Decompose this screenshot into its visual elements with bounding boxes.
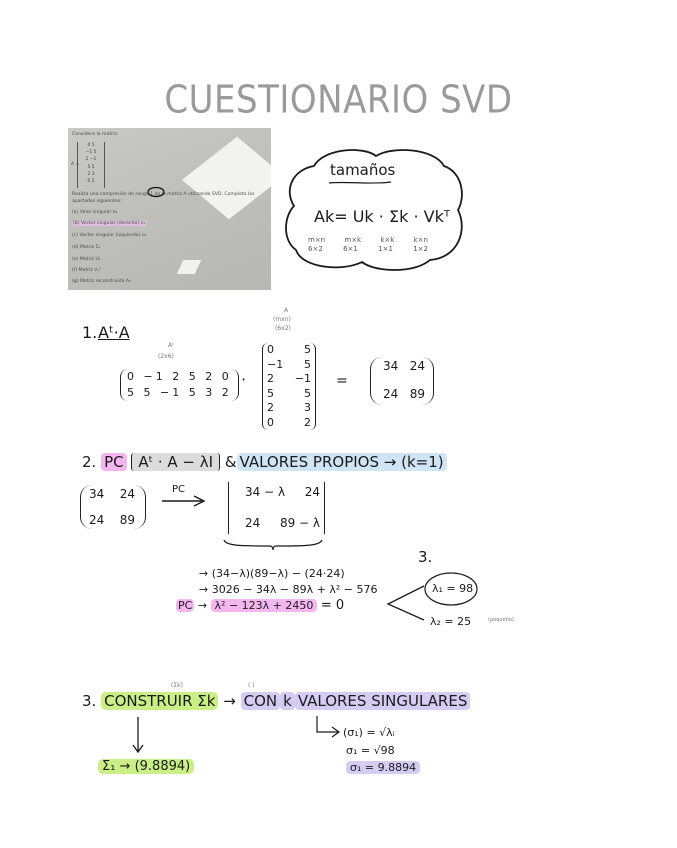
step3-con: CON — [241, 692, 281, 710]
left-cell: 24 — [89, 513, 105, 527]
dim: k×n — [413, 236, 428, 244]
corner-arrow-icon — [314, 714, 342, 738]
cloud-heading: tamaños — [330, 161, 396, 179]
cloud-formula — [314, 207, 450, 226]
step1-label: 1. — [82, 323, 98, 342]
sigma-note: (Σk) — [171, 682, 183, 689]
photo-matrix — [77, 142, 105, 188]
a-row — [267, 343, 311, 358]
dim: m×k — [344, 236, 362, 244]
det-brace — [222, 538, 324, 552]
sigma-line1: (σ₁) = √λᵢ — [343, 726, 395, 739]
dim: 6×2 — [308, 245, 323, 253]
sigma-result: Σ₁ → (9.8894) — [98, 759, 194, 774]
dim: 6×1 — [343, 245, 358, 253]
photo-circle-mark — [146, 186, 166, 198]
det-cell: 24 — [245, 516, 261, 530]
a-cell: 2 — [267, 372, 274, 385]
step2-line3: PC → λ² − 123λ + 2450 = 0 — [178, 598, 345, 613]
a-cell: 0 — [267, 343, 274, 356]
photo-item-g: (g) Matriz reconstruida A₁ — [72, 279, 131, 284]
k-note: ( ) — [248, 682, 255, 689]
a-cell: −1 — [267, 357, 284, 371]
lambda2: λ₂ = 25 — [430, 615, 472, 628]
a-dims1: (mxn) — [273, 316, 291, 323]
at-label: Aᵗ — [168, 342, 174, 349]
photo-item-f: (f) Matriz V₁ᵀ — [72, 268, 102, 273]
step2-label: 2. — [82, 453, 97, 471]
left-cell: 24 — [119, 487, 135, 501]
photo-item-a: (a) Valor singular σ₁ — [72, 210, 118, 215]
step3-construir: CONSTRUIR Σk — [101, 692, 218, 710]
a-row — [267, 387, 311, 402]
photo-item-b: (b) Vector singular (derecho) v₁ — [73, 221, 146, 226]
step2-line2: → 3026 − 34λ − 89λ + λ² − 576 — [199, 583, 378, 596]
cloud-heading-underline — [327, 180, 393, 186]
exercise-photo — [68, 128, 271, 290]
formula-dot: · — [378, 207, 384, 226]
result-cell: 34 — [383, 359, 399, 373]
pc-tag: PC — [178, 599, 193, 612]
photo-glare — [182, 137, 271, 220]
step3-valores: VALORES SINGULARES — [295, 692, 471, 710]
lambda2-note: (pequeño) — [488, 617, 514, 623]
a-row — [267, 358, 311, 373]
photo-matrix-row: 2 3 — [87, 171, 95, 177]
formula-dot: · — [413, 207, 419, 226]
dim: 1×2 — [413, 245, 428, 253]
result-cell: 24 — [383, 387, 399, 401]
result-row — [371, 373, 433, 401]
char-poly: λ² − 123λ + 2450 — [211, 599, 318, 612]
a-cell: 5 — [304, 386, 311, 400]
left-row — [81, 485, 145, 501]
left-row — [81, 501, 145, 527]
down-arrow-icon — [131, 715, 145, 755]
step1-equals: = — [336, 373, 348, 389]
step2-amp: & — [224, 453, 237, 471]
result-cell: 24 — [409, 359, 425, 373]
photo-item-d: (d) Matriz Σ₁ — [72, 245, 101, 250]
det-cell: 24 — [304, 485, 320, 499]
formula-ak: Ak — [314, 207, 335, 226]
at-row: 5 5 −1 5 3 2 — [127, 386, 232, 399]
page-title: CUESTIONARIO SVD — [164, 78, 513, 123]
photo-intro: Considera la matriz: — [72, 132, 119, 137]
det-row — [229, 482, 324, 499]
step3-arrow: → — [223, 692, 236, 710]
a-row — [267, 372, 311, 387]
a-cell: −1 — [294, 372, 311, 385]
at-dims: (2x6) — [158, 353, 174, 360]
step2-left-matrix — [80, 485, 146, 529]
formula-uk: Uk — [352, 207, 374, 226]
step2-det-matrix — [228, 482, 325, 534]
cloud-dims-row1 — [308, 236, 428, 244]
photo-item-e: (e) Matriz U₁ — [72, 257, 101, 262]
a-dims2: (6x2) — [275, 325, 291, 332]
sigma-line3: σ₁ = 9.8894 — [346, 761, 420, 774]
poly-line1: (34−λ)(89−λ) − (24·24) — [211, 567, 345, 580]
step2-arrow-label: PC — [172, 484, 186, 495]
left-cell: 34 — [89, 487, 105, 501]
a-cell: 2 — [304, 415, 311, 429]
formula-sk: Σk — [388, 207, 409, 226]
dim: m×n — [308, 236, 326, 244]
photo-matrix-row: 5 5 — [87, 164, 95, 170]
a-cell: 2 — [267, 401, 274, 414]
step3-label: 3. — [82, 692, 97, 710]
formula-vk: Vkᵀ — [423, 207, 451, 226]
photo-matrix-row: 0 5 — [87, 143, 95, 148]
poly-line2: 3026 − 34λ − 89λ + λ² − 576 — [211, 583, 378, 596]
photo-matrix-label: A = — [71, 162, 80, 167]
a-row — [267, 401, 311, 416]
a-cell: 5 — [304, 357, 311, 371]
photo-prompt-line1: Realiza una compresión de rango 1 de la matriz A utilizando SVD. Completa los — [72, 192, 255, 197]
step2-line1: → (34−λ)(89−λ) − (24·24) — [199, 567, 345, 580]
ata-result-matrix — [370, 357, 434, 405]
cloud-dims-row2 — [308, 245, 428, 253]
photo-glare-small — [177, 260, 202, 274]
step1-dot: · — [241, 370, 247, 389]
step2-arrow-icon — [160, 494, 208, 508]
formula-eq: = — [334, 207, 348, 226]
photo-matrix-row: −1 5 — [85, 150, 97, 156]
photo-matrix-row: 0 2 — [87, 179, 95, 185]
step1-expr: Aᵗ·A — [98, 323, 130, 342]
char-poly-eq: = 0 — [320, 598, 345, 613]
lambda1: λ₁ = 98 — [432, 582, 474, 595]
a-row — [267, 416, 311, 431]
left-cell: 89 — [119, 513, 135, 527]
dim: 1×1 — [378, 245, 393, 253]
step3-header — [82, 692, 470, 710]
dim: k×k — [380, 236, 395, 244]
step2-pc: PC — [101, 453, 127, 471]
at-row: 0 −1 2 5 2 0 — [127, 370, 232, 383]
a-cell: 5 — [304, 343, 311, 356]
step3-k: k — [280, 692, 295, 710]
photo-prompt-line2: apartados siguientes: — [72, 199, 122, 204]
a-cell: 0 — [267, 415, 274, 429]
a-cell: 5 — [267, 386, 274, 400]
det-cell: 34 − λ — [245, 485, 286, 499]
result-cell: 89 — [409, 387, 425, 401]
a-matrix — [262, 343, 316, 430]
photo-matrix-row: 2 −1 — [85, 157, 97, 163]
step2-det-expr: Aᵗ · A − λI — [131, 453, 220, 471]
at-matrix — [120, 369, 239, 401]
step2-three: 3. — [418, 548, 433, 566]
det-row — [229, 499, 324, 530]
det-cell: 89 − λ — [279, 516, 320, 530]
result-row — [371, 357, 433, 373]
photo-item-c: (c) Vector singular (izquierdo) u₁ — [72, 233, 147, 238]
sigma-line2: σ₁ = √98 — [346, 744, 395, 757]
a-cell: 3 — [304, 401, 311, 414]
step2-header — [82, 453, 447, 471]
step2-values: VALORES PROPIOS → (k=1) — [237, 453, 447, 471]
a-label: A — [284, 307, 289, 314]
